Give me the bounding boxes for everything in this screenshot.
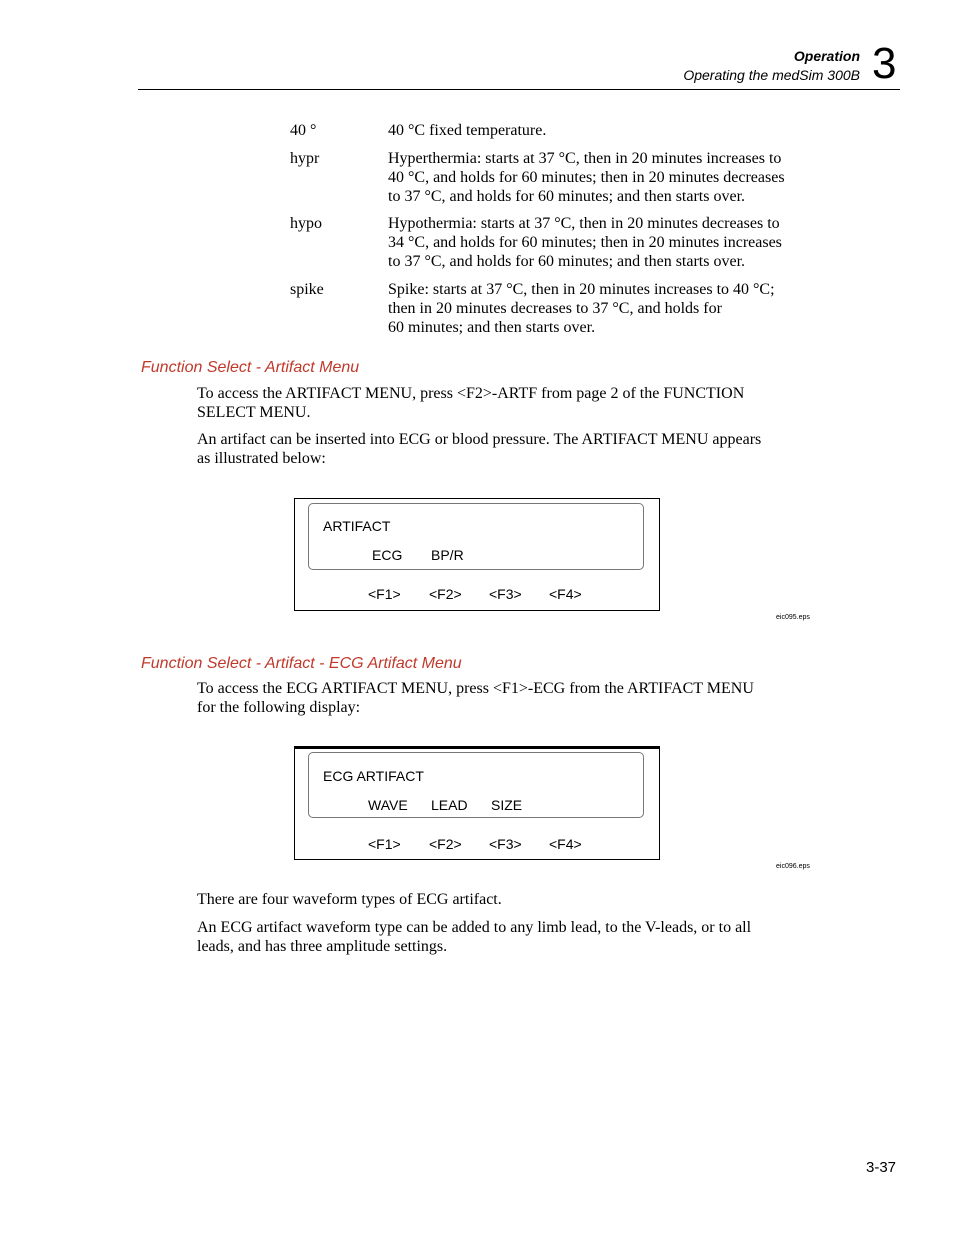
term-40: 40 ° bbox=[290, 122, 317, 139]
ecg-key-f4: <F4> bbox=[549, 836, 582, 852]
ecg-figure-caption: eic096.eps bbox=[776, 863, 810, 870]
definition-40: 40 °C fixed temperature. bbox=[388, 122, 547, 139]
artifact-option-bpr: BP/R bbox=[431, 547, 464, 563]
artifact-figure-caption: eic095.eps bbox=[776, 614, 810, 621]
artifact-option-ecg: ECG bbox=[372, 547, 403, 563]
ecg-display-top-border bbox=[295, 747, 659, 749]
definition-spike: Spike: starts at 37 °C, then in 20 minutes increases to 40 °C; then in 20 minutes decreases to 37 °C, and holds for 60 minutes; and then starts over. bbox=[388, 281, 775, 336]
term-hypo: hypo bbox=[290, 215, 322, 232]
header-section-title: Operation bbox=[793, 48, 860, 64]
artifact-key-f3: <F3> bbox=[489, 586, 522, 602]
ecg-artifact-display-screen bbox=[308, 752, 644, 818]
artifact-key-f2: <F2> bbox=[429, 586, 462, 602]
header-subsection-title: Operating the medSim 300B bbox=[683, 67, 860, 83]
ecg-artifact-menu-heading: Function Select - Artifact - ECG Artifact Menu bbox=[141, 655, 462, 672]
ecg-artifact-para1: To access the ECG ARTIFACT MENU, press <F1>-ECG from the ARTIFACT MENU for the following display: bbox=[197, 680, 754, 716]
ecg-artifact-display bbox=[294, 746, 660, 860]
artifact-menu-para1: To access the ARTIFACT MENU, press <F2>-ARTF from page 2 of the FUNCTION SELECT MENU. bbox=[197, 385, 745, 421]
ecg-option-lead: LEAD bbox=[431, 797, 468, 813]
definition-hypr: Hyperthermia: starts at 37 °C, then in 20 minutes increases to 40 °C, and holds for 60 minutes; then in 20 minutes decreases to 37 °C, and holds for 60 minutes; and then starts over. bbox=[388, 150, 785, 205]
artifact-menu-heading: Function Select - Artifact Menu bbox=[141, 359, 360, 376]
ecg-artifact-para3: An ECG artifact waveform type can be added to any limb lead, to the V-leads, or to all leads, and has three amplitude settings. bbox=[197, 919, 752, 955]
artifact-key-f1: <F1> bbox=[368, 586, 401, 602]
ecg-artifact-para2: There are four waveform types of ECG artifact. bbox=[197, 891, 502, 908]
ecg-option-size: SIZE bbox=[491, 797, 523, 813]
ecg-key-f2: <F2> bbox=[429, 836, 462, 852]
artifact-display-screen bbox=[308, 503, 644, 570]
header-rule bbox=[138, 89, 900, 90]
ecg-artifact-display-title: ECG ARTIFACT bbox=[323, 768, 424, 784]
artifact-key-f4: <F4> bbox=[549, 586, 582, 602]
ecg-key-f1: <F1> bbox=[368, 836, 401, 852]
definition-hypo: Hypothermia: starts at 37 °C, then in 20 minutes decreases to 34 °C, and holds for 60 minutes; then in 20 minutes increases to 37 °C, and holds for 60 minutes; and then starts over. bbox=[388, 215, 782, 270]
page-number: 3-37 bbox=[866, 1159, 897, 1176]
artifact-display bbox=[294, 498, 660, 611]
artifact-menu-para2: An artifact can be inserted into ECG or blood pressure. The ARTIFACT MENU appears as illustrated below: bbox=[197, 431, 762, 467]
term-hypr: hypr bbox=[290, 150, 320, 167]
ecg-option-wave: WAVE bbox=[368, 797, 408, 813]
ecg-key-f3: <F3> bbox=[489, 836, 522, 852]
term-spike: spike bbox=[290, 281, 324, 298]
artifact-display-title: ARTIFACT bbox=[323, 518, 391, 534]
chapter-number: 3 bbox=[872, 39, 897, 88]
